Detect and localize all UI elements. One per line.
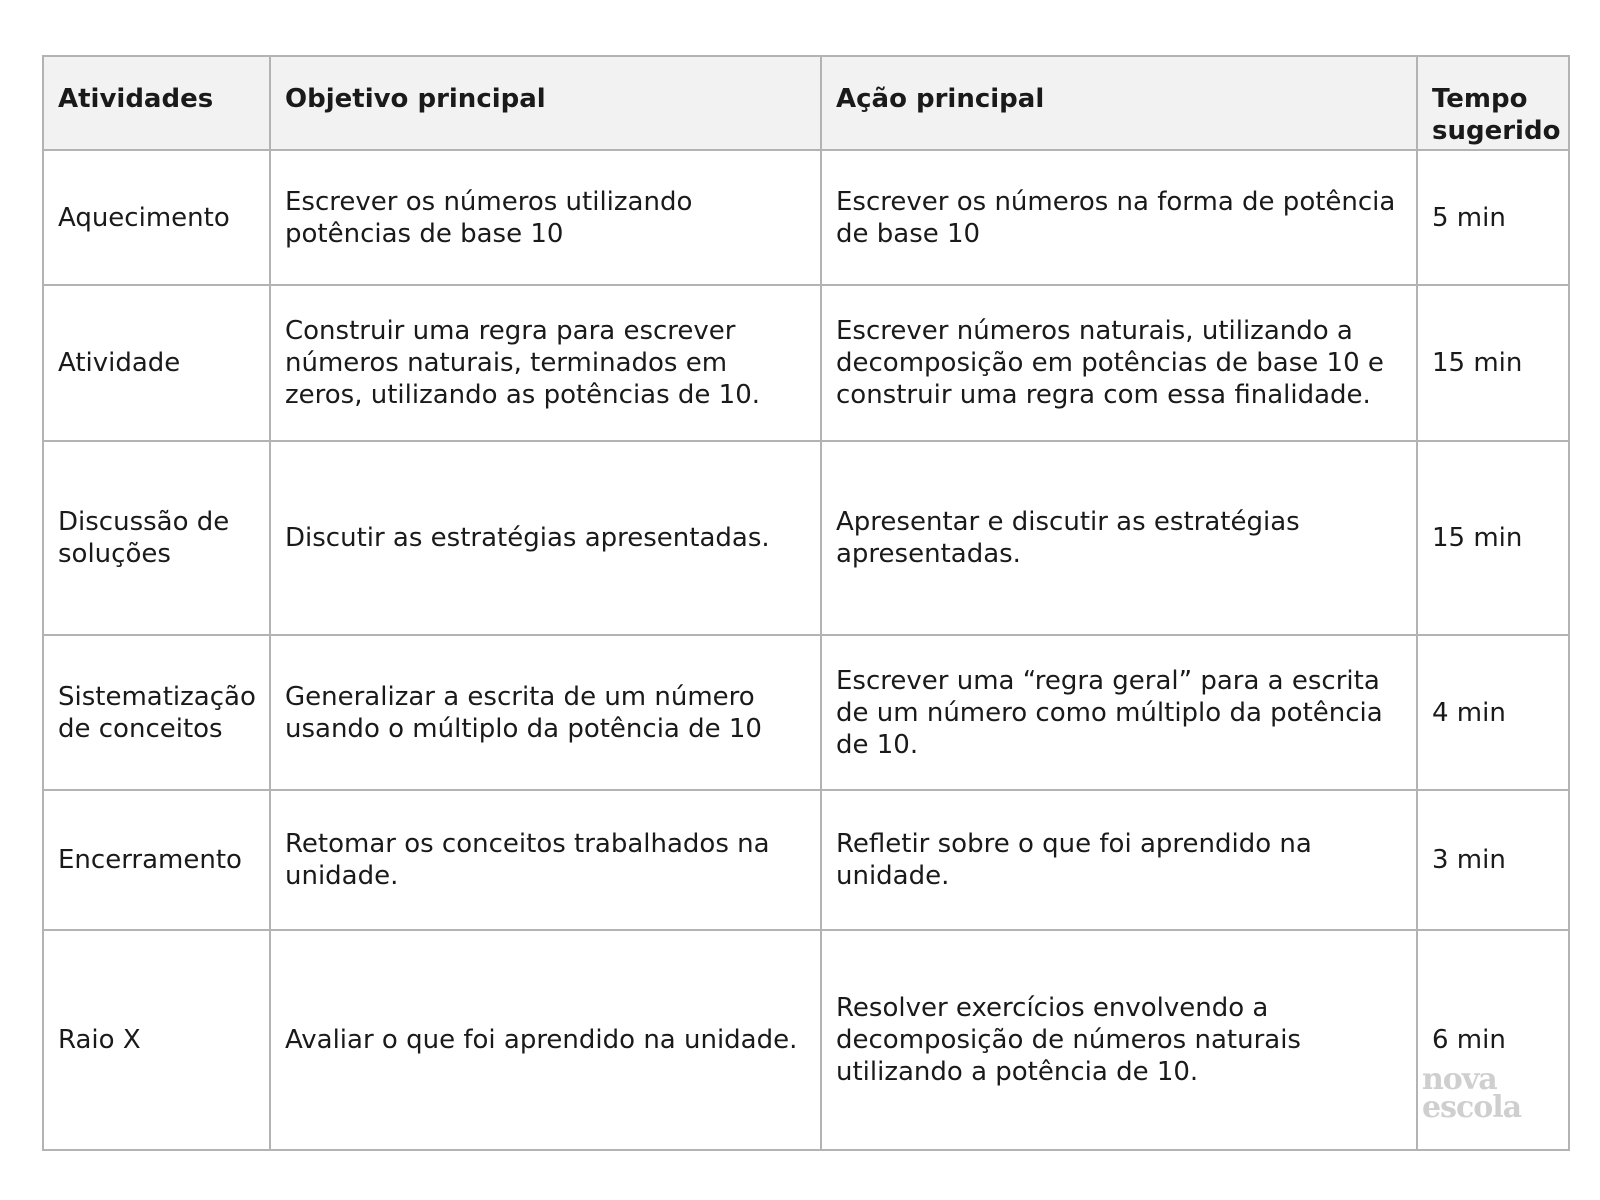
cell-objetivo: Escrever os números utilizando potências de base 10 xyxy=(270,150,821,285)
cell-objetivo: Retomar os conceitos trabalhados na unidade. xyxy=(270,790,821,930)
cell-acao: Escrever uma “regra geral” para a escrita de um número como múltiplo da potência de 10. xyxy=(821,635,1417,790)
cell-tempo: 3 min xyxy=(1417,790,1569,930)
cell-atividade: Discussão de soluções xyxy=(43,441,270,635)
cell-atividade: Raio X xyxy=(43,930,270,1150)
table-row xyxy=(43,790,1569,930)
cell-tempo: 15 min xyxy=(1417,441,1569,635)
watermark-line-2: escola xyxy=(1422,1090,1522,1125)
cell-tempo: 4 min xyxy=(1417,635,1569,790)
lesson-plan-table xyxy=(42,55,1570,1151)
table-row xyxy=(43,285,1569,441)
cell-acao: Escrever números naturais, utilizando a decomposição em potências de base 10 e construir uma regra com essa finalidade. xyxy=(821,285,1417,441)
cell-atividade: Encerramento xyxy=(43,790,270,930)
cell-atividade: Sistematização de conceitos xyxy=(43,635,270,790)
header-tempo: Tempo sugerido xyxy=(1417,56,1569,150)
header-atividades: Atividades xyxy=(43,56,270,150)
cell-tempo: 6 min xyxy=(1417,930,1569,1150)
cell-objetivo: Avaliar o que foi aprendido na unidade. xyxy=(270,930,821,1150)
cell-acao: Resolver exercícios envolvendo a decomposição de números naturais utilizando a potência de 10. xyxy=(821,930,1417,1150)
cell-atividade: Atividade xyxy=(43,285,270,441)
table-header-row xyxy=(43,56,1569,150)
cell-tempo: 5 min xyxy=(1417,150,1569,285)
cell-acao: Apresentar e discutir as estratégias apresentadas. xyxy=(821,441,1417,635)
cell-objetivo: Discutir as estratégias apresentadas. xyxy=(270,441,821,635)
cell-tempo: 15 min xyxy=(1417,285,1569,441)
watermark-line-1: nova xyxy=(1422,1062,1497,1097)
table-row xyxy=(43,930,1569,1150)
cell-acao: Escrever os números na forma de potência de base 10 xyxy=(821,150,1417,285)
cell-acao: Refletir sobre o que foi aprendido na unidade. xyxy=(821,790,1417,930)
cell-objetivo: Generalizar a escrita de um número usando o múltiplo da potência de 10 xyxy=(270,635,821,790)
table-row xyxy=(43,441,1569,635)
header-objetivo: Objetivo principal xyxy=(270,56,821,150)
nova-escola-watermark xyxy=(1422,1062,1522,1125)
table-row xyxy=(43,150,1569,285)
table-row xyxy=(43,635,1569,790)
cell-atividade: Aquecimento xyxy=(43,150,270,285)
header-acao: Ação principal xyxy=(821,56,1417,150)
cell-objetivo: Construir uma regra para escrever números naturais, terminados em zeros, utilizando as potências de 10. xyxy=(270,285,821,441)
